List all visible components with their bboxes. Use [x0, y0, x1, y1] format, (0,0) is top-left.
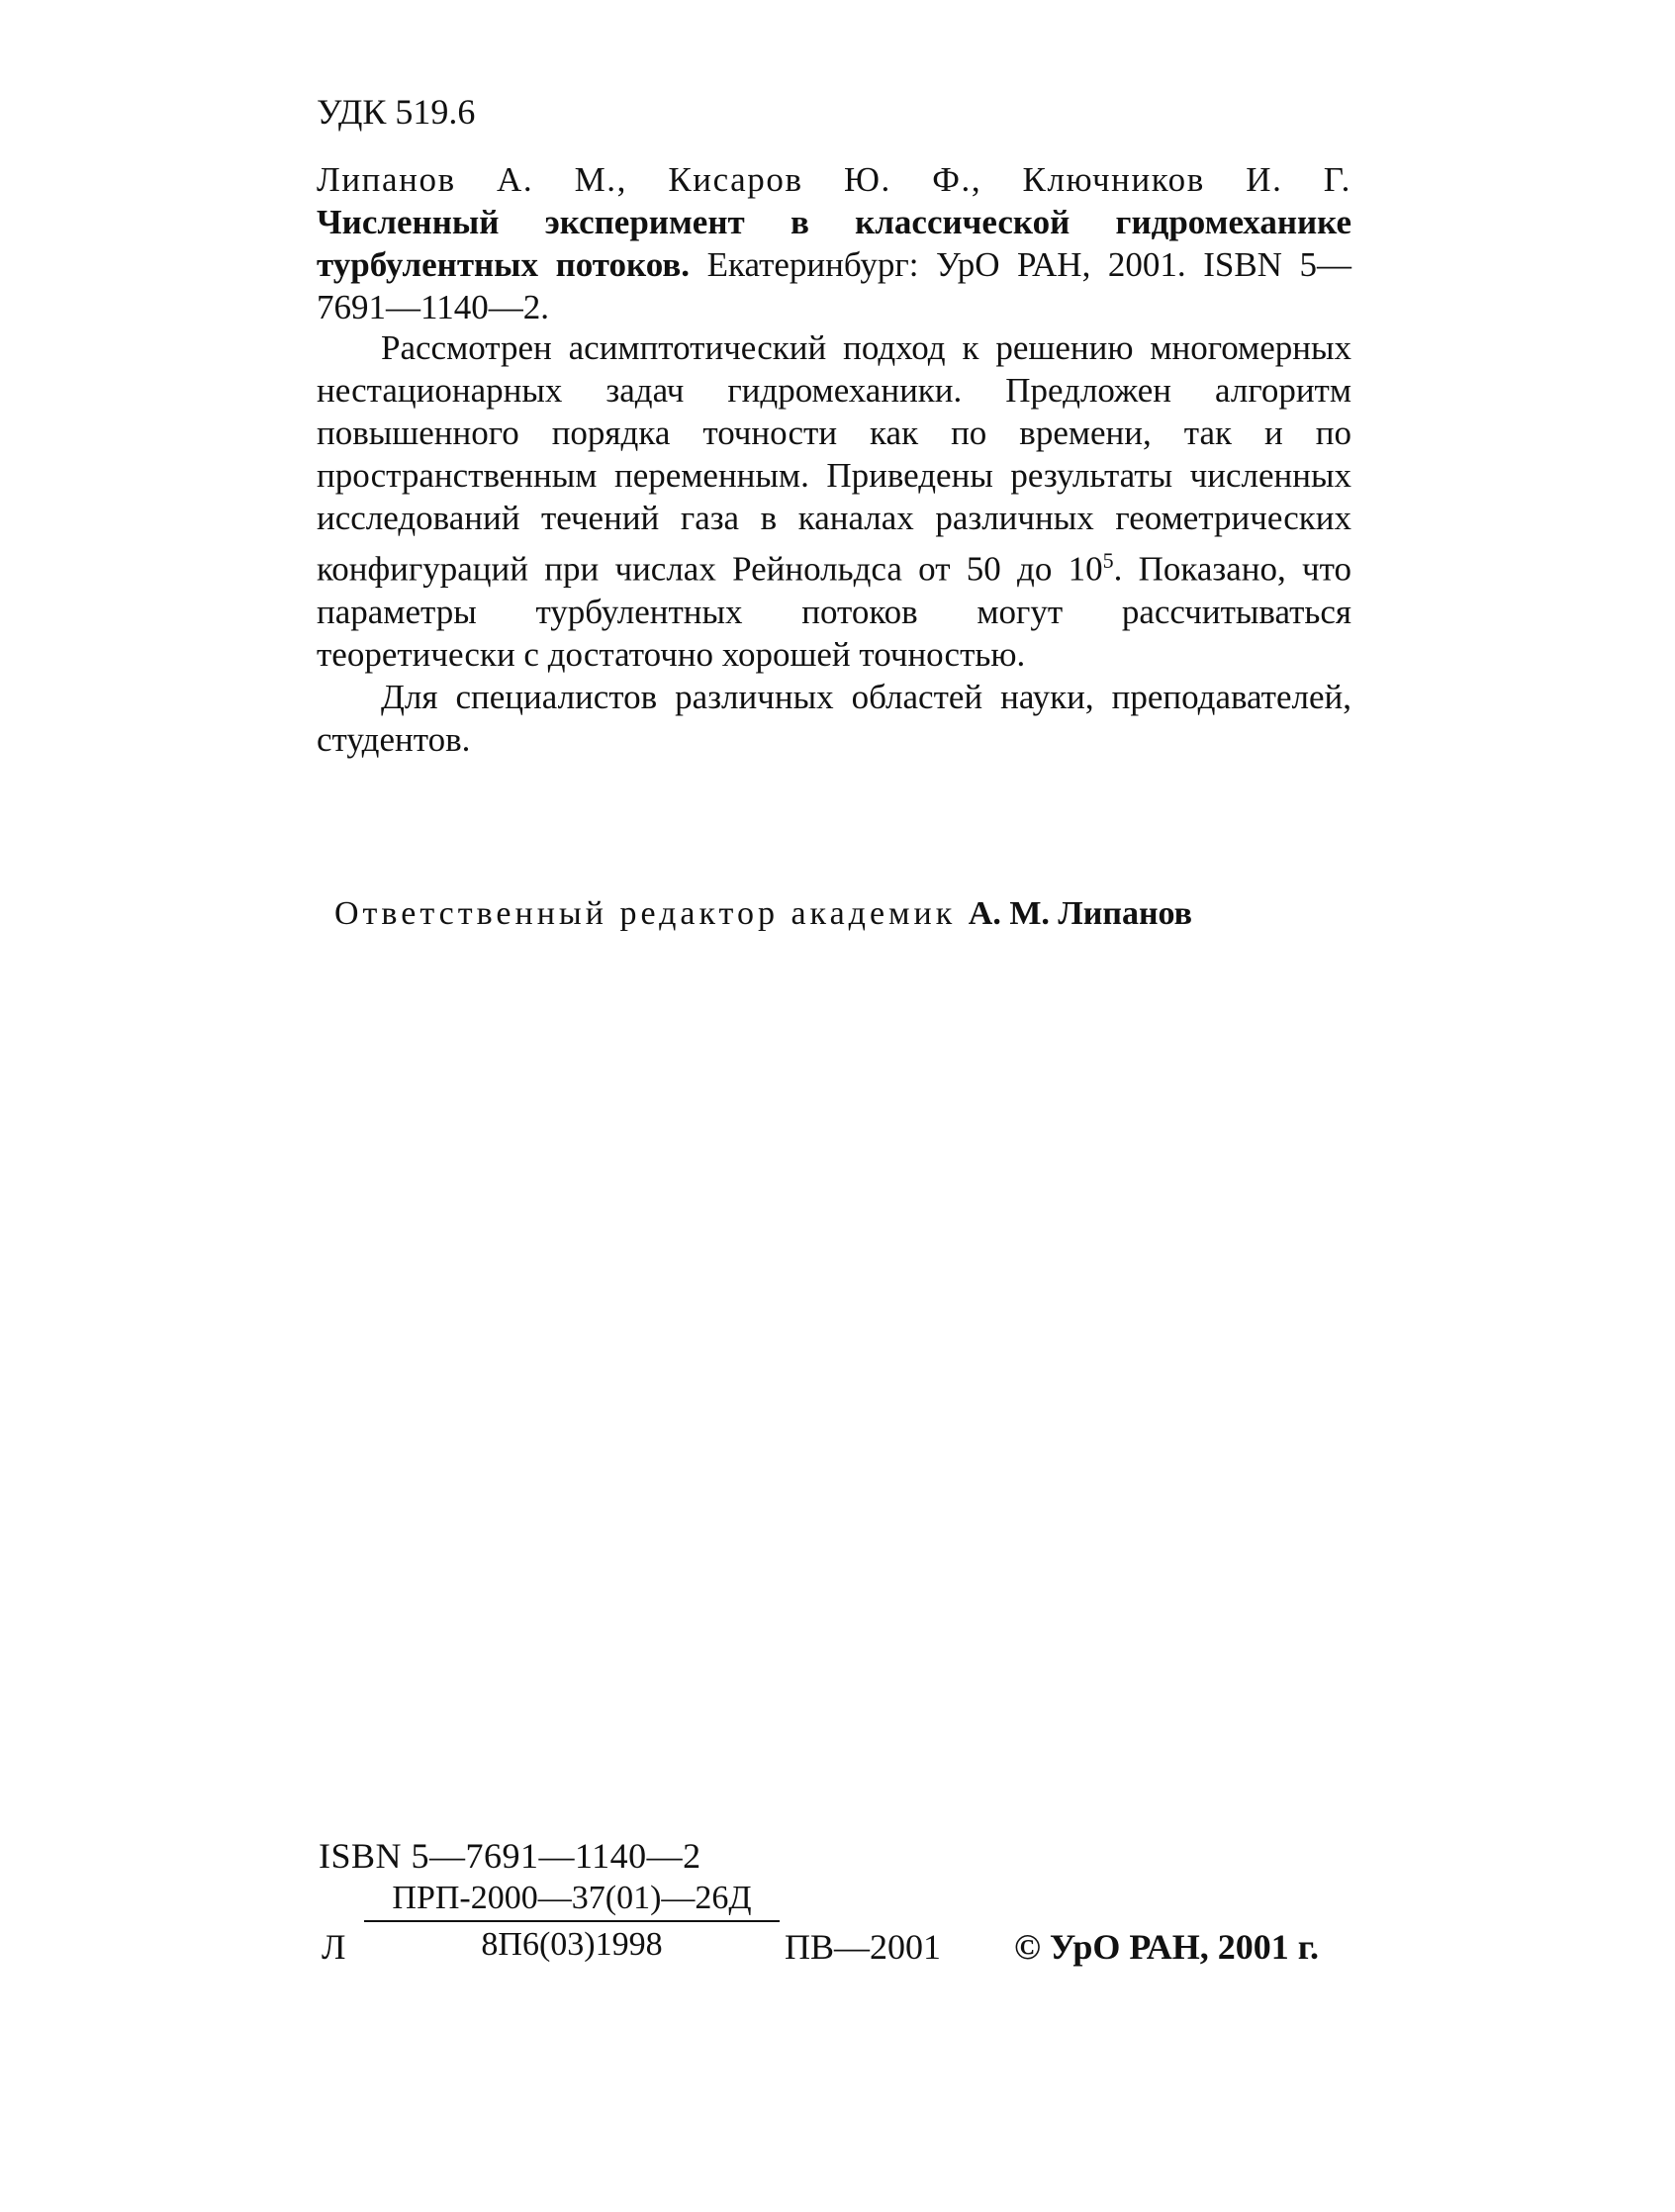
imprint: Екатеринбург: УрО РАН, 2001. ISBN 5—7691—1140—2.	[317, 245, 1352, 326]
abstract	[317, 326, 1351, 676]
authors: Липанов А. М., Кисаров Ю. Ф., Ключников И. Г.	[317, 160, 1351, 199]
abstract-text-2: . Показано, что параметры турбулентных потоков могут рассчитываться теоретически с достаточно хорошей точностью.	[317, 549, 1351, 674]
editor-label: Ответственный редактор академик	[334, 895, 957, 932]
license-letter: Л	[322, 1927, 346, 1967]
abstract-text-1: Рассмотрен асимптотический подход к решению многомерных нестационарных задач гидромеханики. Предложен алгоритм повышенного порядка точности как по времени, так и по пространственным переменным. Приведены результаты численных исследований течений газа в каналах различных геометрических конфигураций при числах Рейнольдса от 50 до 10	[317, 328, 1351, 589]
license-fraction	[364, 1880, 780, 1964]
audience-text: Для специалистов различных областей науки, преподавателей, студентов.	[317, 678, 1351, 759]
bibliographic-reference	[317, 158, 1351, 328]
abstract-exponent: 5	[1102, 548, 1114, 573]
udk-code: УДК 519.6	[317, 92, 476, 132]
responsible-editor	[334, 895, 1192, 933]
license-suffix: ПВ—2001	[785, 1927, 942, 1967]
audience-note	[317, 676, 1351, 761]
isbn: ISBN 5—7691—1140—2	[319, 1836, 701, 1876]
license-denominator: 8П6(03)1998	[481, 1926, 663, 1963]
editor-name: А. М. Липанов	[968, 895, 1193, 932]
copyright: © УрО РАН, 2001 г.	[1014, 1927, 1320, 1967]
license-numerator: ПРП-2000—37(01)—26Д	[364, 1880, 780, 1922]
book-title: Численный эксперимент в классической гидромеханике турбулентных потоков.	[317, 203, 1351, 284]
